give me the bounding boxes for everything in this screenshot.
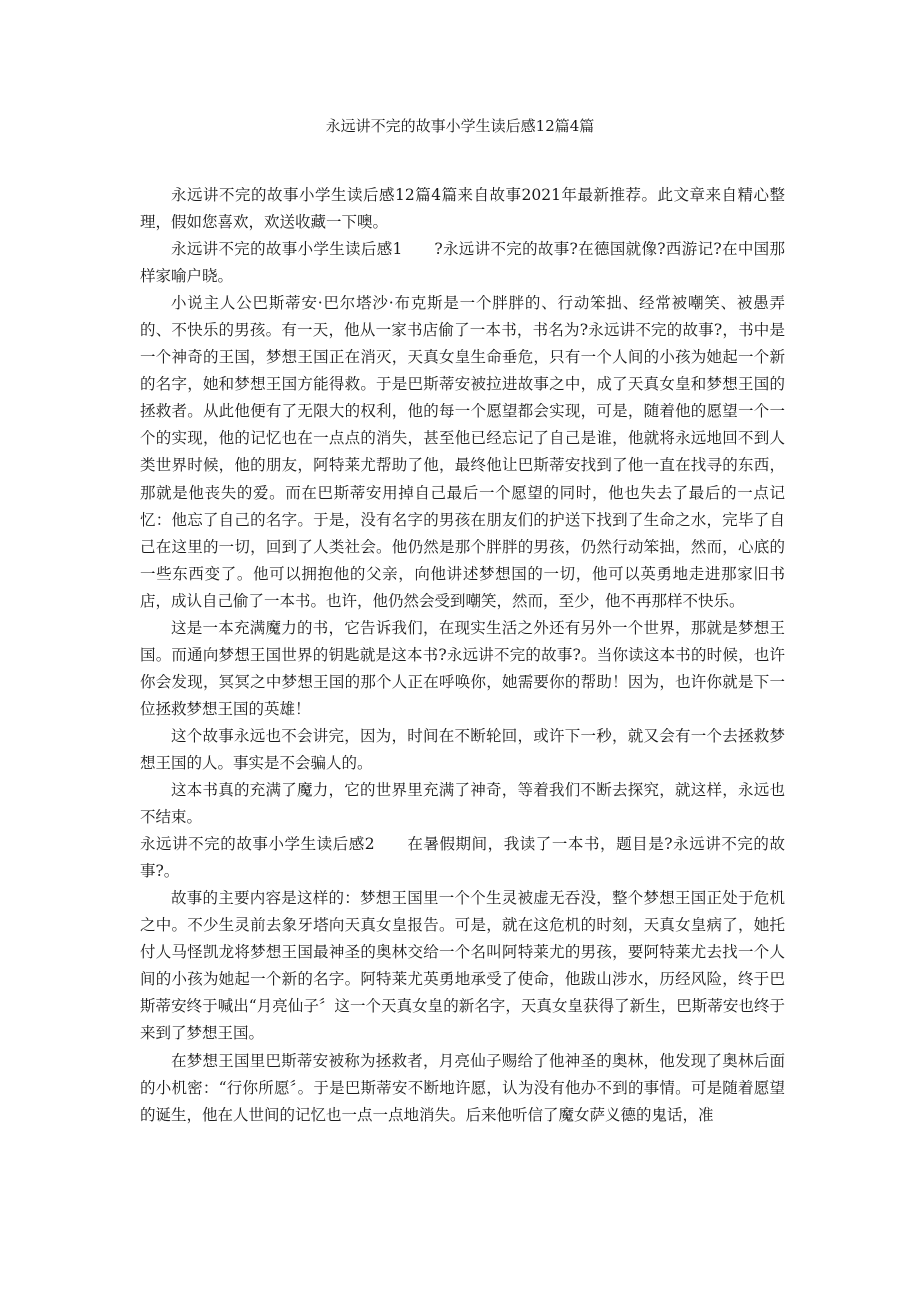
document-title: 永远讲不完的故事小学生读后感12篇4篇 [325, 117, 595, 135]
paragraph: 故事的主要内容是这样的：梦想王国里一个个生灵被虚无吞没，整个梦想王国正处于危机之中。不少生灵前去象牙塔向天真女皇报告。可是，就在这危机的时刻，天真女皇病了，她托付人马怪凯龙将梦想王国最神圣的奥林交给一个名叫阿特莱尤的男孩，要阿特莱尤去找一个人间的小孩为她起一个新的名字。阿特莱尤英勇地承受了使命，他跋山涉水，历经风险，终于巴斯蒂安终于喊出“月亮仙子〞这一个天真女皇的新名字，天真女皇获得了新生，巴斯蒂安也终于来到了梦想王国。 [140, 889, 785, 1043]
paragraph-heading: 永远讲不完的故事小学生读后感2 在暑假期间，我读了一本书，题目是?永远讲不完的故事?。 [140, 835, 785, 881]
document-body [140, 182, 785, 1129]
paragraph: 永远讲不完的故事小学生读后感1 ?永远讲不完的故事?在德国就像?西游记?在中国那样家喻户晓。 [140, 240, 785, 286]
paragraph: 这本书真的充满了魔力，它的世界里充满了神奇，等着我们不断去探究，就这样，永远也不结束。 [140, 781, 785, 827]
paragraph: 在梦想王国里巴斯蒂安被称为拯救者，月亮仙子赐给了他神圣的奥林，他发现了奥林后面的小机密：“行你所愿〞。于是巴斯蒂安不断地许愿，认为没有他办不到的事情。可是随着愿望的诞生，他在人世间的记忆也一点一点地消失。后来他听信了魔女萨义德的鬼话，准 [140, 1051, 785, 1124]
paragraph: 这是一本充满魔力的书，它告诉我们，在现实生活之外还有另外一个世界，那就是梦想王国。而通向梦想王国世界的钥匙就是这本书?永远讲不完的故事?。当你读这本书的时候，也许你会发现，冥冥之中梦想王国的那个人正在呼唤你，她需要你的帮助！因为，也许你就是下一位拯救梦想王国的英雄！ [140, 618, 785, 718]
paragraph: 永远讲不完的故事小学生读后感12篇4篇来自故事2021年最新推荐。此文章来自精心整理，假如您喜欢，欢送收藏一下噢。 [140, 186, 785, 232]
paragraph: 小说主人公巴斯蒂安·巴尔塔沙·布克斯是一个胖胖的、行动笨拙、经常被嘲笑、被愚弄的、不快乐的男孩。有一天，他从一家书店偷了一本书，书名为?永远讲不完的故事?，书中是一个神奇的王国，梦想王国正在消灭，天真女皇生命垂危，只有一个人间的小孩为她起一个新的名字，她和梦想王国方能得救。于是巴斯蒂安被拉进故事之中，成了天真女皇和梦想王国的拯救者。从此他便有了无限大的权利，他的每一个愿望都会实现，可是，随着他的愿望一个一个的实现，他的记忆也在一点点的消失，甚至他已经忘记了自己是谁，他就将永远地回不到人类世界时候，他的朋友，阿特莱尤帮助了他，最终他让巴斯蒂安找到了他一直在找寻的东西，那就是他丧失的爱。而在巴斯蒂安用掉自己最后一个愿望的同时，他也失去了最后的一点记忆：他忘了自己的名字。于是，没有名字的男孩在朋友们的护送下找到了生命之水，完毕了自己在这里的一切，回到了人类社会。他仍然是那个胖胖的男孩，仍然行动笨拙，然而，心底的一些东西变了。他可以拥抱他的父亲，向他讲述梦想国的一切，他可以英勇地走进那家旧书店，成认自己偷了一本书。也许，他仍然会受到嘲笑，然而，至少，他不再那样不快乐。 [140, 294, 785, 610]
paragraph: 这个故事永远也不会讲完，因为，时间在不断轮回，或许下一秒，就又会有一个去拯救梦想王国的人。事实是不会骗人的。 [140, 726, 785, 772]
